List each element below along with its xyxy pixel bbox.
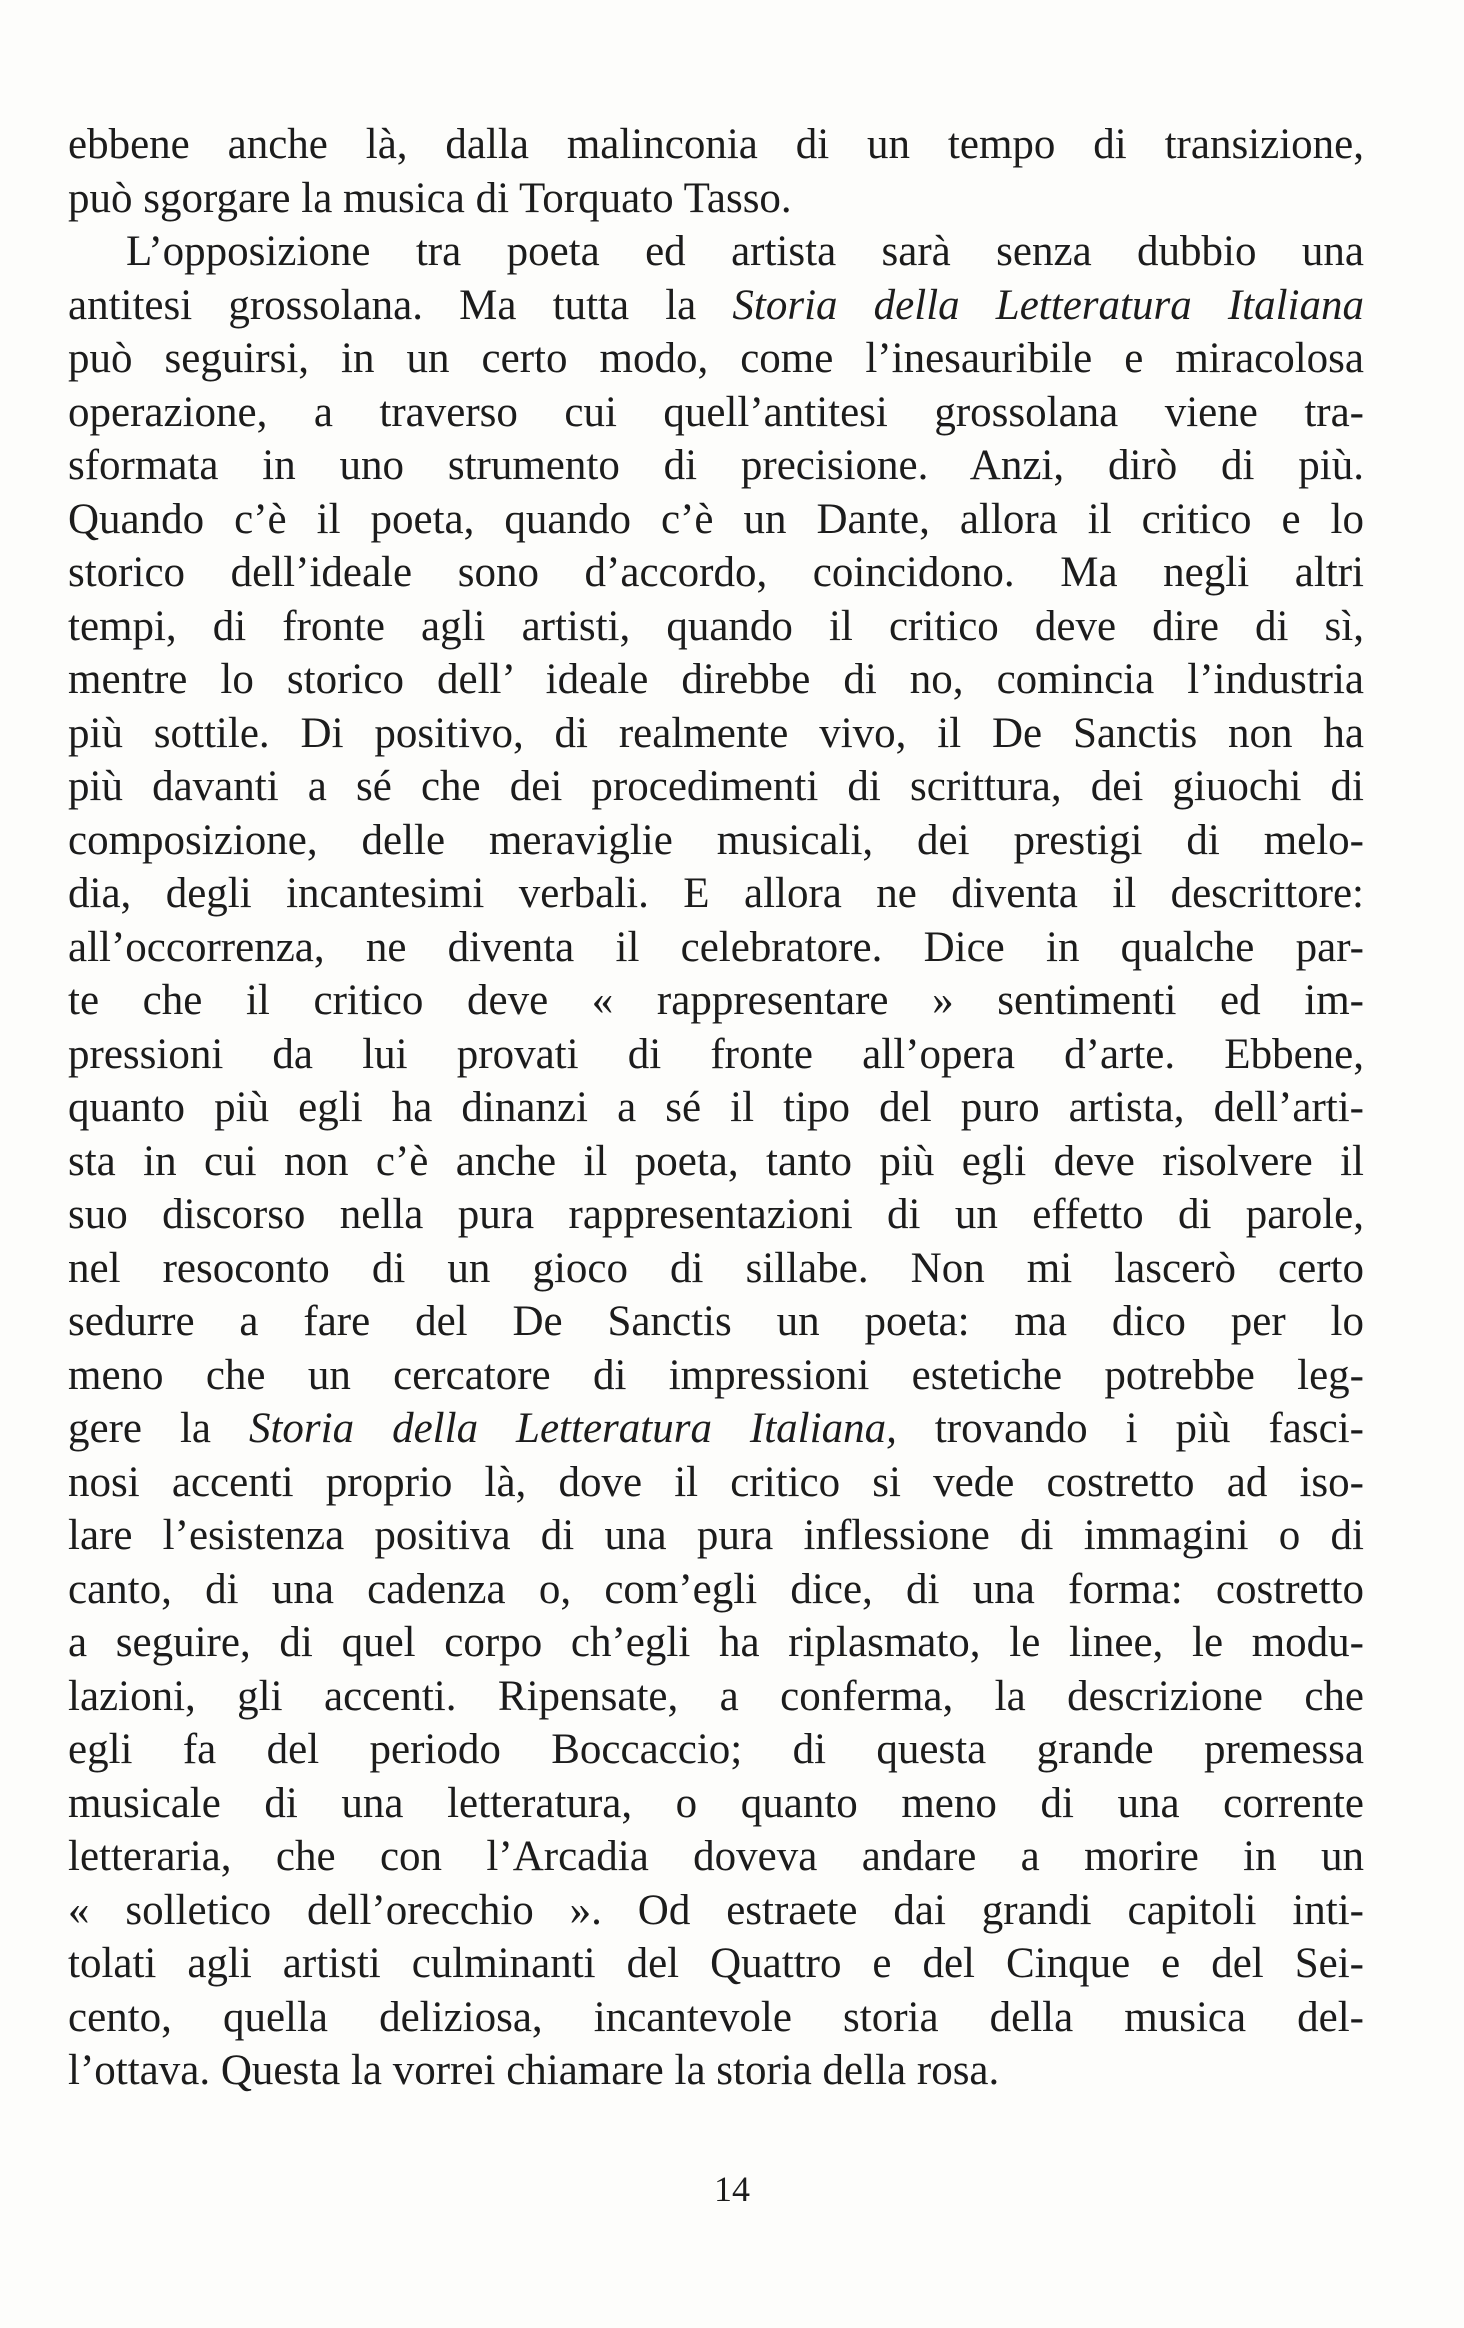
text-line xyxy=(68,386,1364,440)
text-line xyxy=(68,332,1364,386)
text-line xyxy=(68,225,1364,279)
text-line xyxy=(68,1402,1364,1456)
text-line xyxy=(68,279,1364,333)
text-segment: tolati agli artisti culminanti del Quattro e del Cinque e del Sei- xyxy=(68,1940,1364,1987)
text-segment: lare l’esistenza positiva di una pura inflessione di immagini o di xyxy=(68,1512,1364,1559)
text-line xyxy=(68,493,1364,547)
text-line xyxy=(68,653,1364,707)
text-line xyxy=(68,1884,1364,1938)
text-line xyxy=(68,707,1364,761)
text-segment: composizione, delle meraviglie musicali, dei prestigi di melo- xyxy=(68,816,1364,864)
text-segment: l’ottava. Questa la vorrei chiamare la storia della rosa. xyxy=(68,2047,1000,2094)
text-line xyxy=(68,1295,1364,1349)
text-line xyxy=(68,1509,1364,1563)
text-line xyxy=(68,1563,1364,1617)
text-segment: più sottile. Di positivo, di realmente vivo, il De Sanctis non ha xyxy=(68,709,1364,757)
text-line xyxy=(68,1242,1364,1296)
text-line xyxy=(68,974,1364,1028)
text-line xyxy=(68,760,1364,814)
text-segment: mentre lo storico dell’ ideale direbbe di no, comincia l’industria xyxy=(68,656,1364,703)
text-line xyxy=(68,600,1364,654)
text-segment: Quando c’è il poeta, quando c’è un Dante, allora il critico e lo xyxy=(68,495,1364,543)
text-segment: nosi accenti proprio là, dove il critico si vede costretto ad iso- xyxy=(68,1458,1364,1506)
text-segment: operazione, a traverso cui quell’antitesi grossolana viene tra- xyxy=(68,388,1364,436)
text-segment: suo discorso nella pura rappresentazioni di un effetto di parole, xyxy=(68,1191,1364,1238)
text-segment: quanto più egli ha dinanzi a sé il tipo del puro artista, dell’arti- xyxy=(68,1084,1364,1131)
text-line xyxy=(68,1991,1364,2045)
text-segment: può seguirsi, in un certo modo, come l’inesauribile e miracolosa xyxy=(68,335,1364,382)
text-segment: cento, quella deliziosa, incantevole storia della musica del- xyxy=(68,1993,1364,2041)
text-segment: storico dell’ideale sono d’accordo, coincidono. Ma negli altri xyxy=(68,549,1364,596)
text-segment: sta in cui non c’è anche il poeta, tanto più egli deve risolvere il xyxy=(68,1137,1364,1185)
text-line xyxy=(68,1349,1364,1403)
text-segment: musicale di una letteratura, o quanto meno di una corrente xyxy=(68,1779,1364,1827)
text-segment: tempi, di fronte agli artisti, quando il critico deve dire di sì, xyxy=(68,602,1364,650)
text-line xyxy=(68,1723,1364,1777)
text-segment: lazioni, gli accenti. Ripensate, a conferma, la descrizione che xyxy=(68,1672,1364,1720)
text-segment: sedurre a fare del De Sanctis un poeta: ma dico per lo xyxy=(68,1298,1364,1345)
text-segment: canto, di una cadenza o, com’egli dice, di una forma: costretto xyxy=(68,1565,1364,1613)
text-line xyxy=(68,439,1364,493)
text-segment: egli fa del periodo Boccaccio; di questa grande premessa xyxy=(68,1726,1364,1773)
text-line xyxy=(68,1777,1364,1831)
page-number: 14 xyxy=(714,2169,750,2209)
text-line xyxy=(68,1937,1364,1991)
text-segment: L’opposizione tra poeta ed artista sarà senza dubbio una xyxy=(126,228,1364,275)
text-segment: gere la xyxy=(68,1405,249,1452)
text-line xyxy=(68,1830,1364,1884)
text-line xyxy=(68,172,1364,226)
text-segment: letteraria, che con l’Arcadia doveva andare a morire in un xyxy=(68,1833,1364,1880)
text-segment: a seguire, di quel corpo ch’egli ha riplasmato, le linee, le modu- xyxy=(68,1619,1364,1666)
text-line xyxy=(68,1456,1364,1510)
text-line xyxy=(68,118,1364,172)
text-line xyxy=(68,814,1364,868)
text-segment: nel resoconto di un gioco di sillabe. Non mi lascerò certo xyxy=(68,1244,1364,1292)
text-segment: te che il critico deve « rappresentare » sentimenti ed im- xyxy=(68,977,1364,1024)
text-segment: meno che un cercatore di impressioni estetiche potrebbe leg- xyxy=(68,1351,1364,1399)
text-segment: dia, degli incantesimi verbali. E allora ne diventa il descrittore: xyxy=(68,870,1364,917)
text-line xyxy=(68,2044,1364,2098)
text-segment: trovando i più fasci- xyxy=(896,1405,1364,1452)
text-line xyxy=(68,1028,1364,1082)
italic-title: Storia della Letteratura Italiana xyxy=(732,281,1365,329)
italic-title: Storia della Letteratura Italiana, xyxy=(248,1405,897,1452)
text-segment: ebbene anche là, dalla malinconia di un tempo di transizione, xyxy=(68,121,1364,168)
body-text xyxy=(68,118,1364,2098)
text-segment: antitesi grossolana. Ma tutta la xyxy=(68,281,733,329)
text-segment: pressioni da lui provati di fronte all’opera d’arte. Ebbene, xyxy=(68,1030,1364,1078)
text-segment: sformata in uno strumento di precisione. Anzi, dirò di più. xyxy=(68,442,1364,489)
text-segment: più davanti a sé che dei procedimenti di scrittura, dei giuochi di xyxy=(68,763,1364,810)
text-line xyxy=(68,1616,1364,1670)
text-segment: all’occorrenza, ne diventa il celebratore. Dice in qualche par- xyxy=(68,923,1364,971)
text-line xyxy=(68,546,1364,600)
text-line xyxy=(68,921,1364,975)
text-line xyxy=(68,1135,1364,1189)
text-line xyxy=(68,1188,1364,1242)
text-line xyxy=(68,1081,1364,1135)
text-segment: « solletico dell’orecchio ». Od estraete dai grandi capitoli inti- xyxy=(68,1886,1364,1934)
text-line xyxy=(68,867,1364,921)
text-segment: può sgorgare la musica di Torquato Tasso. xyxy=(68,174,792,222)
text-line xyxy=(68,1670,1364,1724)
